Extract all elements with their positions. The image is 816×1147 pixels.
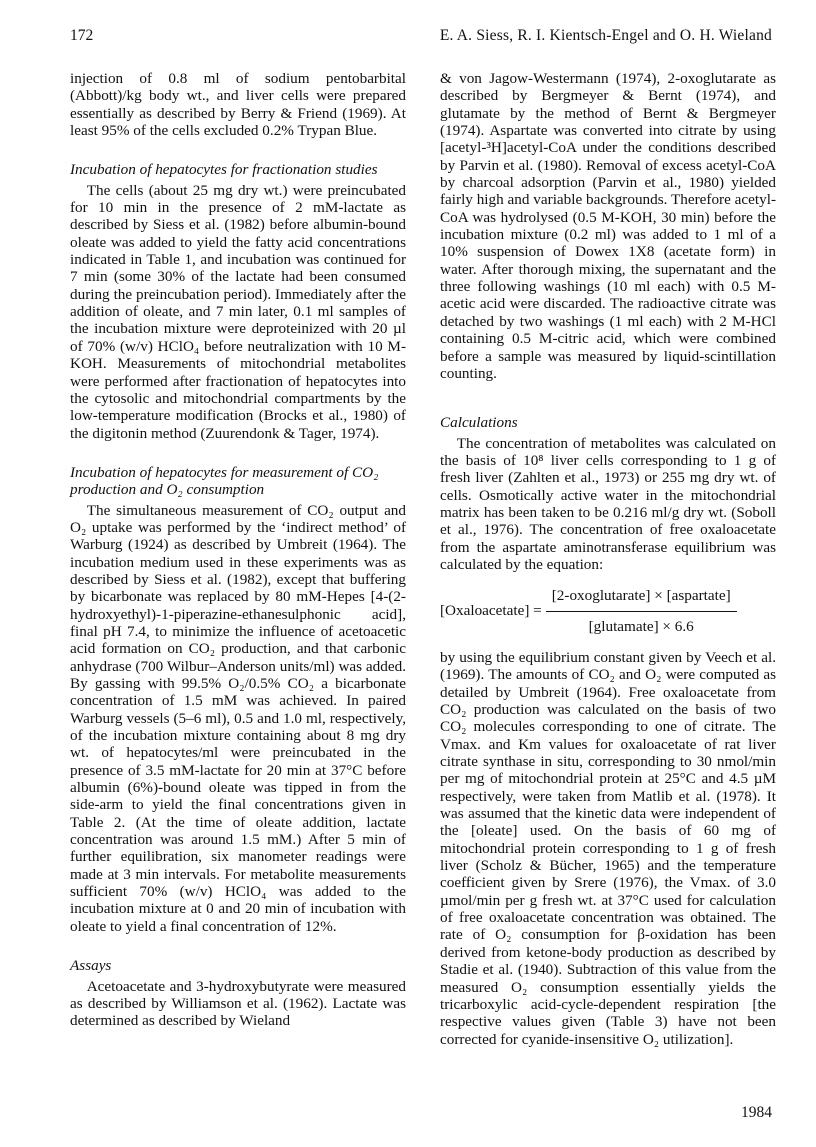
footer-year: 1984 xyxy=(741,1104,772,1121)
paragraph-calculations-continued: by using the equilibrium constant given by Veech et al. (1969). The amounts of CO₂ and O₂ were computed as detailed by Umbreit (1964). Free oxaloacetate from CO₂ production was calculated on the basis of two CO₂ molecules corresponding to one of citrate. The Vmax. and Km values for oxaloacetate of rat liver citrate synthase in situ, corresponding to 30 nmol/min per mg of mitochondrial protein at 25°C and 4.5 µM respectively, were taken from Matlib et al. (1978). It was assumed that the kinetic data were independent of the [oleate] used. On the basis of 60 mg of mitochondrial protein corresponding to 1 g of fresh liver (Scholz & Bücher, 1965) and the temperature coefficient given by Srere (1976), the Vmax. of 3.0 µmol/min per g fresh wt. at 37°C used for calculation of free oxaloacetate concentration was obtained. The rate of O₂ consumption for β-oxidation has been derived from ketone-body production as described by Stadie et al. (1940). Subtraction of this value from the measured O₂ consumption essentially yields the tricarboxylic acid-cycle-dependent respiration [the respective values given (Table 3) have not been corrected for cyanide-insensitive O₂ utilization]. xyxy=(440,648,776,1048)
page-number: 172 xyxy=(70,27,94,44)
equation-lhs: [Oxaloacetate] = xyxy=(440,602,542,620)
equation-fraction xyxy=(546,587,737,635)
paragraph-calculations: The concentration of metabolites was calculated on the basis of 10⁸ liver cells corresponding to 1 g of fresh liver (Zahlten et al., 1973) or 255 mg dry wt. of cells. Osmotically active water in the mitochondrial matrix has been taken to be 0.216 ml/g dry wt. (Soboll et al., 1976). The concentration of free oxaloacetate from the aspartate aminotransferase equilibrium was calculated by the equation: xyxy=(440,434,776,573)
section-heading-assays: Assays xyxy=(70,957,112,975)
equation-numerator: [2-oxoglutarate] × [aspartate] xyxy=(546,587,737,611)
section-heading-calculations: Calculations xyxy=(440,414,518,432)
paragraph-cell-preparation: injection of 0.8 ml of sodium pentobarbital (Abbott)/kg body wt., and liver cells were prepared essentially as described by Berry & Friend (1969). At least 95% of the cells excluded 0.2% Trypan Blue. xyxy=(70,70,406,140)
paragraph-fractionation: The cells (about 25 mg dry wt.) were preincubated for 10 min in the presence of 2 mM-lactate as described by Siess et al. (1982) before albumin-bound oleate was added to yield the fatty acid concentrations indicated in Table 1, and incubation was continued for 7 min (some 30% of the lactate had been consumed during the preincubation period). Immediately after the addition of oleate, and 7 min later, 0.1 ml samples of the incubation mixture were deproteinized with 20 µl of 70% (w/v) HClO₄ before neutralization with 10 M-KOH. Measurements of mitochondrial metabolites were performed after fractionation of hepatocytes into the cytosolic and mitochondrial compartments by the low-temperature modification (Brocks et al., 1980) of the digitonin method (Zuurendonk & Tager, 1974). xyxy=(70,181,406,442)
section-heading-fractionation: Incubation of hepatocytes for fractionation studies xyxy=(70,161,378,179)
equation-oxaloacetate xyxy=(440,587,776,635)
section-heading-co2-o2: Incubation of hepatocytes for measurement of CO₂ production and O₂ consumption xyxy=(70,463,379,499)
paragraph-assays-continued: & von Jagow-Westermann (1974), 2-oxoglutarate as described by Bergmeyer & Bernt (1974), and glutamate by the method of Bernt & Bergmeyer (1974). Aspartate was converted into citrate by using [acetyl-³H]acetyl-CoA under the conditions described by Parvin et al. (1980). Removal of excess acetyl-CoA by charcoal adsorption (Parvin et al., 1980) yielded fairly high and variable backgrounds. Therefore acetyl-CoA was hydrolysed (0.5 M-KOH, 30 min) before the incubation mixture (0.2 ml) was added to 1 ml of a 10% suspension of Dowex 1X8 (acetate form) in water. After thorough mixing, the supernatant and the three following washings (10 ml each) with 0.5 M-acetic acid were discarded. The radioactive citrate was detached by two washings (1 ml each) with 2 M-HCl containing 0.5 M-citric acid, which were combined before a sample was measured by liquid-scintillation counting. xyxy=(440,70,776,382)
equation-denominator: [glutamate] × 6.6 xyxy=(588,617,694,635)
left-column xyxy=(70,70,406,1030)
right-column xyxy=(440,70,776,1048)
paragraph-co2-o2: The simultaneous measurement of CO₂ output and O₂ uptake was performed by the ‘indirect method’ of Warburg (1924) as described by Umbreit (1964). The incubation medium used in these experiments was as described by Siess et al. (1982), except that buffering by bicarbonate was replaced by 80 mM-Hepes [4-(2-hydroxyethyl)-1-piperazine-ethanesulphonic acid], final pH 7.4, to minimize the influence of acetoacetic acid formation on CO₂ production, and that carbonic anhydrase (700 Wilbur–Anderson units/ml) was added. By gassing with 99.5% O₂/0.5% CO₂ a bicarbonate concentration of 1.5 mM was achieved. In paired Warburg vessels (5–6 ml), 0.5 and 1.0 ml, respectively, of the incubation mixture containing about 8 mg dry wt. of hepatocytes/ml were preincubated in the presence of 3.5 mM-lactate for 20 min at 37°C before albumin (6%)-bound oleate was tipped in from the side-arm to yield the final concentrations given in Table 2. (At the time of oleate addition, lactate concentration was around 1.5 mM.) After 5 min of further equilibration, six manometer readings were made at 3 min intervals. For metabolite measurements sufficient 70% (w/v) HClO₄ was added to the incubation mixture at 0 and 20 min of incubation with oleate to yield a final concentration of 12%. xyxy=(70,501,406,935)
paragraph-assays: Acetoacetate and 3-hydroxybutyrate were measured as described by Williamson et al. (1962). Lactate was determined as described by Wieland xyxy=(70,977,406,1030)
running-header-authors: E. A. Siess, R. I. Kientsch-Engel and O. H. Wieland xyxy=(439,27,772,44)
